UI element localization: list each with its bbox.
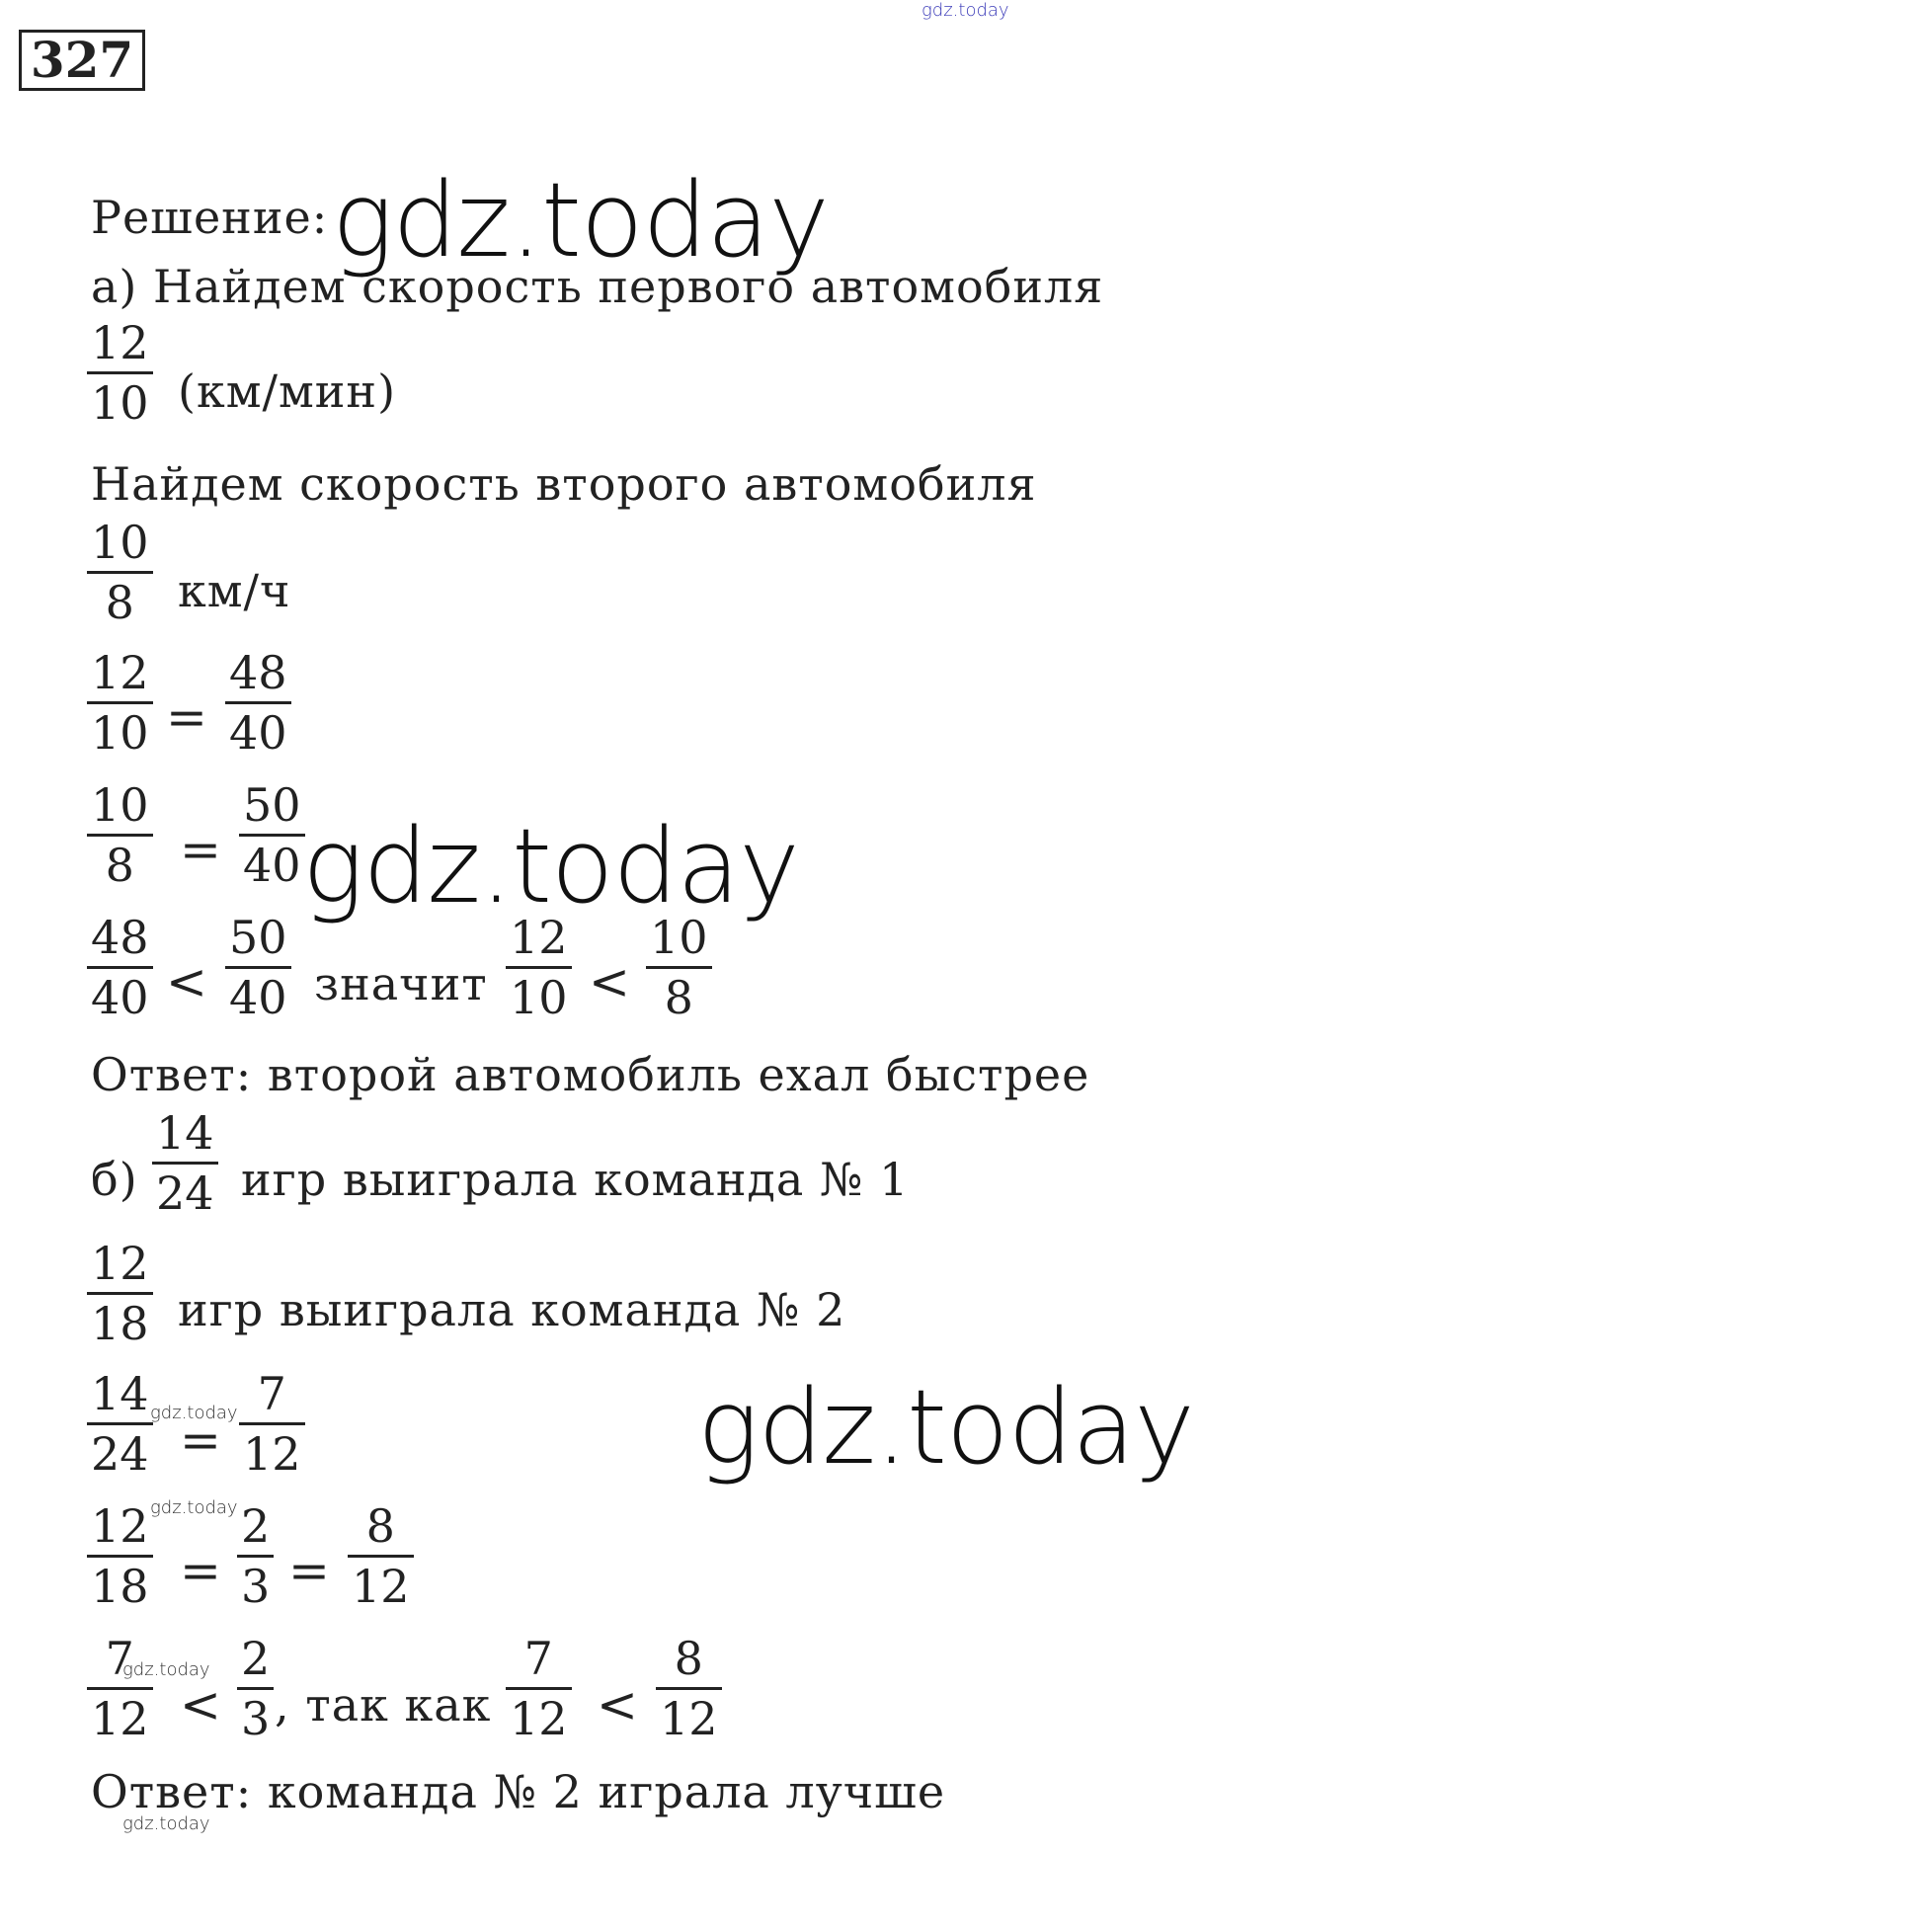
- numerator: 12: [91, 1237, 149, 1290]
- cmp-fraction-1: [87, 911, 153, 1024]
- part-b-answer: Ответ: команда № 2 играла лучше: [91, 1765, 946, 1818]
- denominator: 8: [105, 576, 134, 629]
- watermark-small-4: gdz.today: [122, 1813, 210, 1834]
- denominator: 10: [91, 376, 149, 430]
- denominator: 3: [241, 1692, 271, 1745]
- numerator: 10: [650, 911, 708, 964]
- b-eq2-left-fraction: [87, 1499, 153, 1613]
- b-eq1-right-fraction: [239, 1367, 305, 1481]
- part-a-answer: Ответ: второй автомобиль ехал быстрее: [91, 1048, 1090, 1101]
- watermark-2: gdz.today: [302, 806, 799, 926]
- denominator: 8: [105, 839, 134, 892]
- b-cmp-fraction-4: [656, 1632, 722, 1745]
- cmp-fraction-3: [506, 911, 572, 1024]
- numerator: 10: [91, 778, 149, 832]
- denominator: 12: [91, 1692, 149, 1745]
- equals-sign: =: [166, 688, 207, 746]
- numerator: 8: [365, 1499, 395, 1553]
- denominator: 40: [229, 706, 287, 760]
- numerator: 2: [241, 1499, 271, 1553]
- numerator: 8: [674, 1632, 703, 1685]
- numerator: 7: [257, 1367, 286, 1420]
- part-a-line2: Найдем скорость второго автомобиля: [91, 457, 1037, 511]
- numerator: 12: [91, 1499, 149, 1553]
- less-than-sign: <: [597, 1676, 638, 1733]
- speed1-unit: (км/мин): [178, 364, 397, 418]
- denominator: 40: [229, 971, 287, 1024]
- numerator: 50: [243, 778, 301, 832]
- part-a-line1: а) Найдем скорость первого автомобиля: [91, 260, 1104, 313]
- denominator: 8: [664, 971, 693, 1024]
- less-than-sign: <: [180, 1676, 221, 1733]
- problem-number: 327: [19, 30, 145, 91]
- b-cmp-fraction-1: [87, 1632, 153, 1745]
- watermark-1: gdz.today: [332, 160, 829, 281]
- numerator: 50: [229, 911, 287, 964]
- numerator: 48: [91, 911, 149, 964]
- equals-sign: =: [288, 1542, 330, 1599]
- denominator: 3: [241, 1560, 271, 1613]
- solution-label: Решение:: [91, 191, 329, 244]
- speed2-unit: км/ч: [178, 564, 291, 617]
- denominator: 12: [510, 1692, 568, 1745]
- team2-fraction: [87, 1237, 153, 1350]
- denominator: 12: [243, 1427, 301, 1481]
- watermark-3: gdz.today: [697, 1367, 1194, 1488]
- watermark-small-2: gdz.today: [150, 1497, 238, 1518]
- eq1-right-fraction: [225, 646, 291, 760]
- equals-sign: =: [180, 821, 221, 878]
- equals-sign: =: [180, 1411, 221, 1469]
- eq2-left-fraction: [87, 778, 153, 892]
- denominator: 10: [91, 706, 149, 760]
- b-eq2-right-fraction: [348, 1499, 414, 1613]
- less-than-sign: <: [589, 953, 630, 1010]
- numerator: 2: [241, 1632, 271, 1685]
- equals-sign: =: [180, 1542, 221, 1599]
- b-eq2-mid-fraction: [237, 1499, 274, 1613]
- numerator: 7: [523, 1632, 553, 1685]
- watermark-top: gdz.today: [922, 0, 1009, 21]
- b-eq1-left-fraction: [87, 1367, 153, 1481]
- b-cmp-fraction-3: [506, 1632, 572, 1745]
- word-tak-kak: , так как: [275, 1678, 492, 1731]
- word-znachit: значит: [314, 957, 488, 1010]
- watermark-small-1: gdz.today: [150, 1403, 238, 1423]
- part-b-prefix: б): [91, 1153, 138, 1206]
- denominator: 24: [156, 1167, 214, 1220]
- team2-text: игр выиграла команда № 2: [178, 1283, 846, 1336]
- cmp-fraction-4: [646, 911, 712, 1024]
- denominator: 40: [243, 839, 301, 892]
- numerator: 7: [105, 1632, 134, 1685]
- numerator: 14: [91, 1367, 149, 1420]
- denominator: 12: [660, 1692, 718, 1745]
- denominator: 24: [91, 1427, 149, 1481]
- numerator: 48: [229, 646, 287, 699]
- numerator: 12: [91, 646, 149, 699]
- team1-fraction: [152, 1106, 218, 1220]
- eq1-left-fraction: [87, 646, 153, 760]
- less-than-sign: <: [166, 953, 207, 1010]
- denominator: 18: [91, 1560, 149, 1613]
- team1-text: игр выиграла команда № 1: [241, 1153, 910, 1206]
- denominator: 10: [510, 971, 568, 1024]
- speed2-fraction: [87, 516, 153, 629]
- numerator: 12: [510, 911, 568, 964]
- watermark-small-3: gdz.today: [122, 1659, 210, 1680]
- denominator: 12: [352, 1560, 410, 1613]
- numerator: 10: [91, 516, 149, 569]
- cmp-fraction-2: [225, 911, 291, 1024]
- b-cmp-fraction-2: [237, 1632, 274, 1745]
- denominator: 18: [91, 1297, 149, 1350]
- speed1-fraction: [87, 316, 153, 430]
- numerator: 12: [91, 316, 149, 369]
- denominator: 40: [91, 971, 149, 1024]
- numerator: 14: [156, 1106, 214, 1160]
- eq2-right-fraction: [239, 778, 305, 892]
